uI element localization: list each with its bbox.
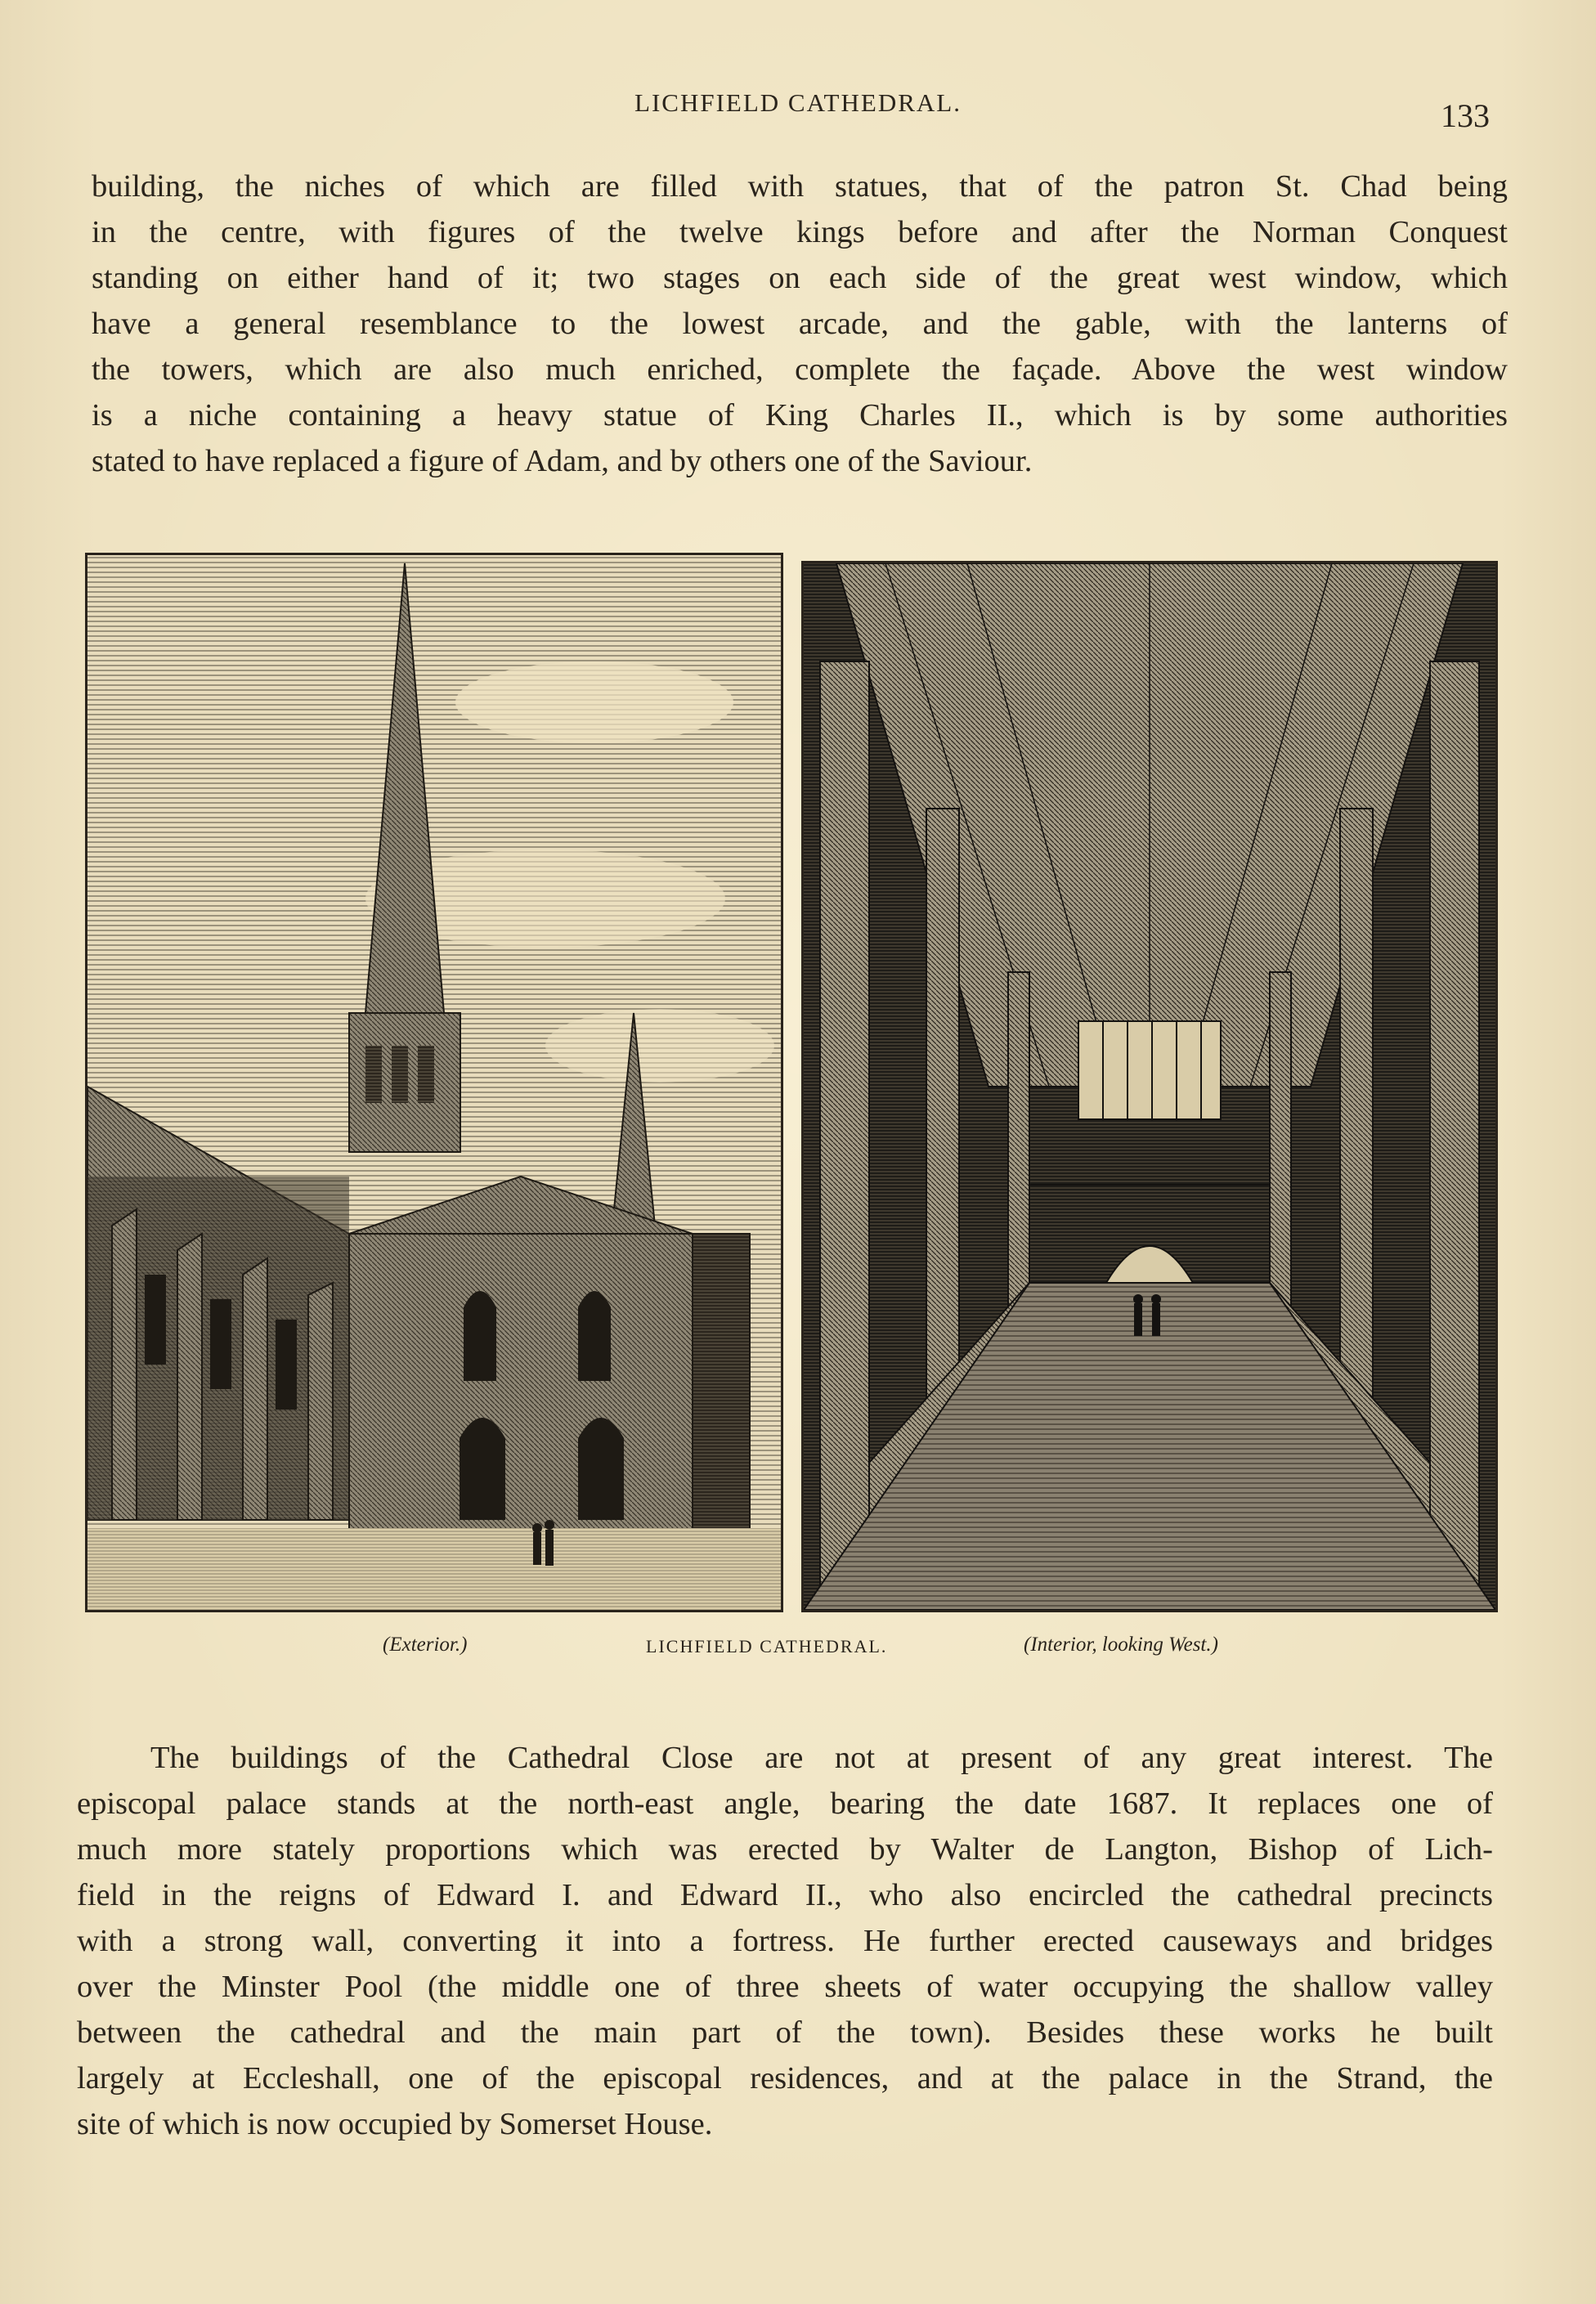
text-line: much more stately proportions which was erected by Walter de Langton, Bishop of Lich-	[77, 1832, 1493, 1867]
text-line: over the Minster Pool (the middle one of three sheets of water occupying the shallow valley	[77, 1970, 1493, 2004]
text-line: episcopal palace stands at the north-east angle, bearing the date 1687. It replaces one of	[77, 1786, 1493, 1821]
page-number: 133	[1441, 97, 1490, 134]
text-line: stated to have replaced a figure of Adam, and by others one of the Saviour.	[92, 444, 1033, 478]
text-line: between the cathedral and the main part of the town). Besides these works he built	[77, 2015, 1493, 2050]
engraving-plate	[82, 549, 1496, 1620]
text-line: building, the niches of which are filled with statues, that of the patron St. Chad being	[92, 169, 1508, 204]
exterior-illustration	[87, 555, 781, 1610]
text-line: largely at Eccleshall, one of the episcopal residences, and at the palace in the Strand, the	[77, 2061, 1493, 2096]
caption-interior: (Interior, looking West.)	[1024, 1634, 1218, 1656]
paragraph-bottom	[77, 1735, 1493, 2147]
paragraph-top	[92, 164, 1508, 484]
text-line: The buildings of the Cathedral Close are not at present of any great interest. The	[150, 1741, 1493, 1775]
text-line: have a general resemblance to the lowest arcade, and the gable, with the lanterns of	[92, 307, 1508, 341]
caption-exterior: (Exterior.)	[383, 1634, 468, 1656]
text-line: with a strong wall, converting it into a fortress. He further erected causeways and bridges	[77, 1924, 1493, 1958]
exterior-engraving	[85, 553, 783, 1612]
interior-engraving	[801, 561, 1498, 1612]
interior-illustration	[804, 563, 1495, 1610]
running-head: LICHFIELD CATHEDRAL.	[634, 88, 962, 117]
text-line: in the centre, with figures of the twelve kings before and after the Norman Conquest	[92, 215, 1508, 249]
text-line: standing on either hand of it; two stages on each side of the great west window, which	[92, 261, 1508, 295]
text-line: site of which is now occupied by Somerset House.	[77, 2107, 713, 2141]
text-line: the towers, which are also much enriched, complete the façade. Above the west window	[92, 352, 1508, 387]
text-line: field in the reigns of Edward I. and Edward II., who also encircled the cathedral precincts	[77, 1878, 1493, 1912]
caption-title: LICHFIELD CATHEDRAL.	[646, 1636, 888, 1656]
text-line: is a niche containing a heavy statue of King Charles II., which is by some authorities	[92, 398, 1508, 433]
